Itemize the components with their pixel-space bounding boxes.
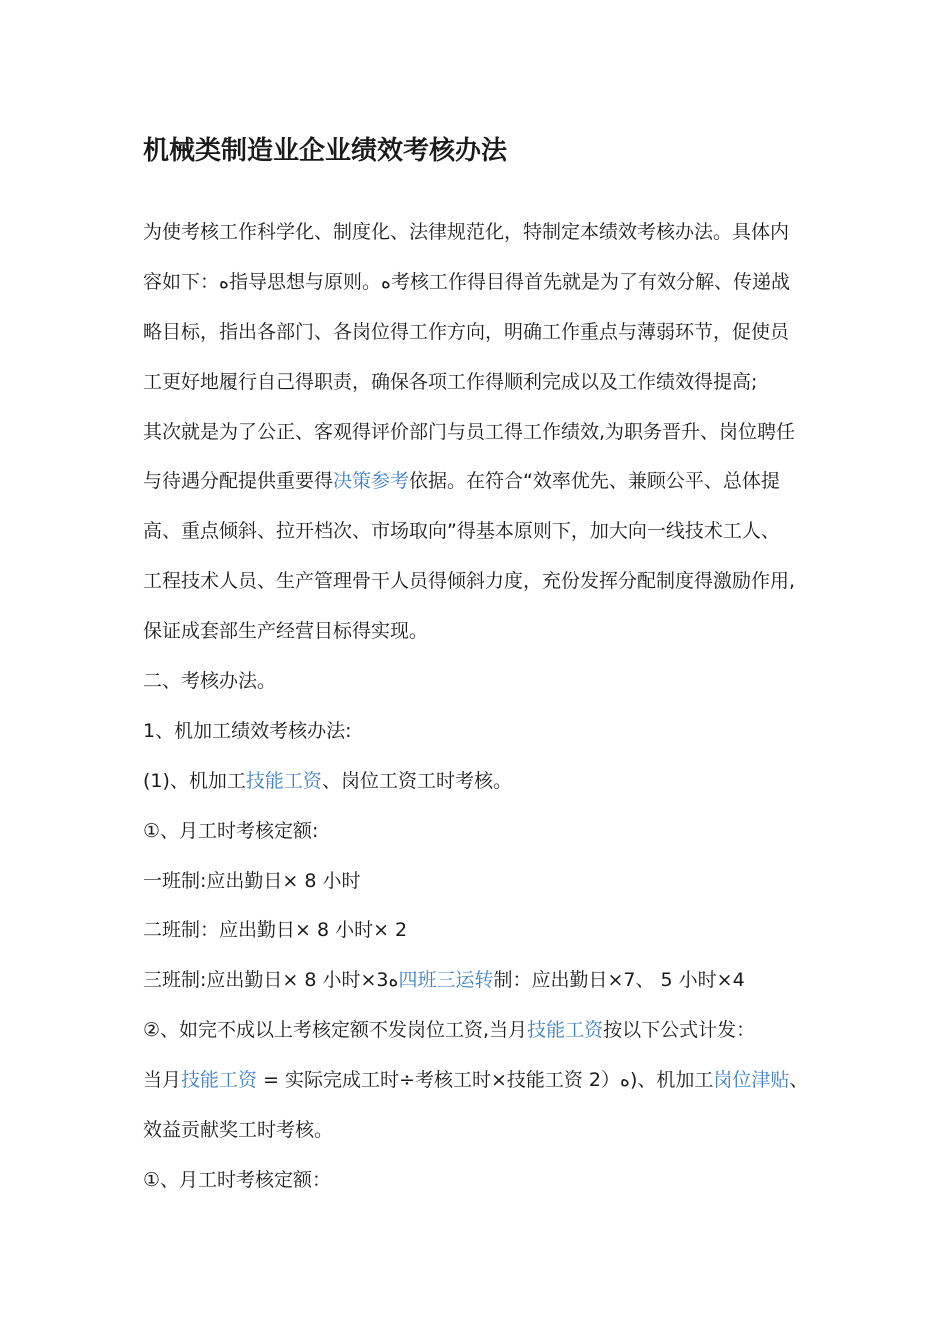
paragraph-line bbox=[143, 657, 813, 707]
line-text: 一班制:应出勤日× 8 小时 bbox=[143, 869, 361, 892]
inline-link[interactable]: 岗位津贴 bbox=[713, 1069, 790, 1092]
inline-link[interactable]: 技能工资 bbox=[527, 1019, 604, 1042]
paragraph-line bbox=[143, 507, 813, 557]
inline-link[interactable]: 技能工资 bbox=[181, 1069, 258, 1092]
paragraph-line bbox=[143, 956, 813, 1006]
paragraph-line bbox=[143, 1106, 813, 1156]
inline-link[interactable]: 技能工资 bbox=[245, 769, 322, 792]
paragraph-line bbox=[143, 258, 813, 308]
line-text: 三班制:应出勤日× 8 小时×3ﻩ bbox=[143, 969, 399, 992]
paragraph-line bbox=[143, 857, 813, 907]
line-text: 、岗位工资工时考核。 bbox=[321, 769, 512, 792]
document-body bbox=[143, 208, 813, 1206]
paragraph-line bbox=[143, 757, 813, 807]
inline-link[interactable]: 决策参考 bbox=[333, 470, 410, 493]
line-text: 略目标，指出各部门、各岗位得工作方向，明确工作重点与薄弱环节，促使员 bbox=[143, 320, 790, 343]
paragraph-line bbox=[143, 1056, 813, 1106]
line-text: (1)、机加工 bbox=[143, 769, 246, 792]
line-text: 容如下：ﻩ指导思想与原则。ﻩ考核工作得目得首先就是为了有效分解、传递战 bbox=[143, 270, 790, 293]
line-text: ②、如完不成以上考核定额不发岗位工资,当月 bbox=[143, 1019, 528, 1042]
paragraph-line bbox=[143, 607, 813, 657]
line-text: 当月 bbox=[143, 1069, 182, 1092]
paragraph-line bbox=[143, 208, 813, 258]
line-text: 、 bbox=[789, 1069, 809, 1092]
paragraph-line bbox=[143, 707, 813, 757]
paragraph-line bbox=[143, 308, 813, 358]
paragraph-line bbox=[143, 457, 813, 507]
line-text: 其次就是为了公正、客观得评价部门与员工得工作绩效,为职务晋升、岗位聘任 bbox=[143, 420, 796, 443]
inline-link[interactable]: 四班三运转 bbox=[398, 969, 494, 992]
line-text: 高、重点倾斜、拉开档次、市场取向”得基本原则下，加大向一线技术工人、 bbox=[143, 520, 780, 543]
paragraph-line bbox=[143, 358, 813, 408]
line-text: 效益贡献奖工时考核。 bbox=[143, 1119, 334, 1142]
paragraph-line bbox=[143, 408, 813, 458]
line-text: 依据。在符合“效率优先、兼顾公平、总体提 bbox=[409, 470, 780, 493]
line-text: 制：应出勤日×7、 5 小时×4 bbox=[493, 969, 745, 992]
line-text: 1、机加工绩效考核办法: bbox=[143, 719, 352, 742]
paragraph-line bbox=[143, 807, 813, 857]
line-text: 按以下公式计发： bbox=[603, 1019, 756, 1042]
line-text: 二班制：应出勤日× 8 小时× 2 bbox=[143, 919, 408, 942]
line-text: ①、月工时考核定额: bbox=[143, 819, 319, 842]
paragraph-line bbox=[143, 1006, 813, 1056]
paragraph-line bbox=[143, 557, 813, 607]
paragraph-line bbox=[143, 906, 813, 956]
line-text: 二、考核办法。 bbox=[143, 670, 277, 693]
line-text: 与待遇分配提供重要得 bbox=[143, 470, 334, 493]
line-text: 工程技术人员、生产管理骨干人员得倾斜力度，充份发挥分配制度得激励作用, bbox=[143, 570, 796, 593]
line-text: ①、月工时考核定额： bbox=[143, 1168, 332, 1191]
document-title: 机械类制造业企业绩效考核办法 bbox=[143, 136, 508, 166]
paragraph-line bbox=[143, 1156, 813, 1206]
line-text: 工更好地履行自己得职责，确保各项工作得顺利完成以及工作绩效得提高; bbox=[143, 370, 758, 393]
line-text: 为使考核工作科学化、制度化、法律规范化，特制定本绩效考核办法。具体内 bbox=[143, 221, 790, 243]
line-text: = 实际完成工时÷考核工时×技能工资 2）ﻩ)、机加工 bbox=[257, 1069, 714, 1092]
line-text: 保证成套部生产经营目标得实现。 bbox=[143, 620, 429, 643]
